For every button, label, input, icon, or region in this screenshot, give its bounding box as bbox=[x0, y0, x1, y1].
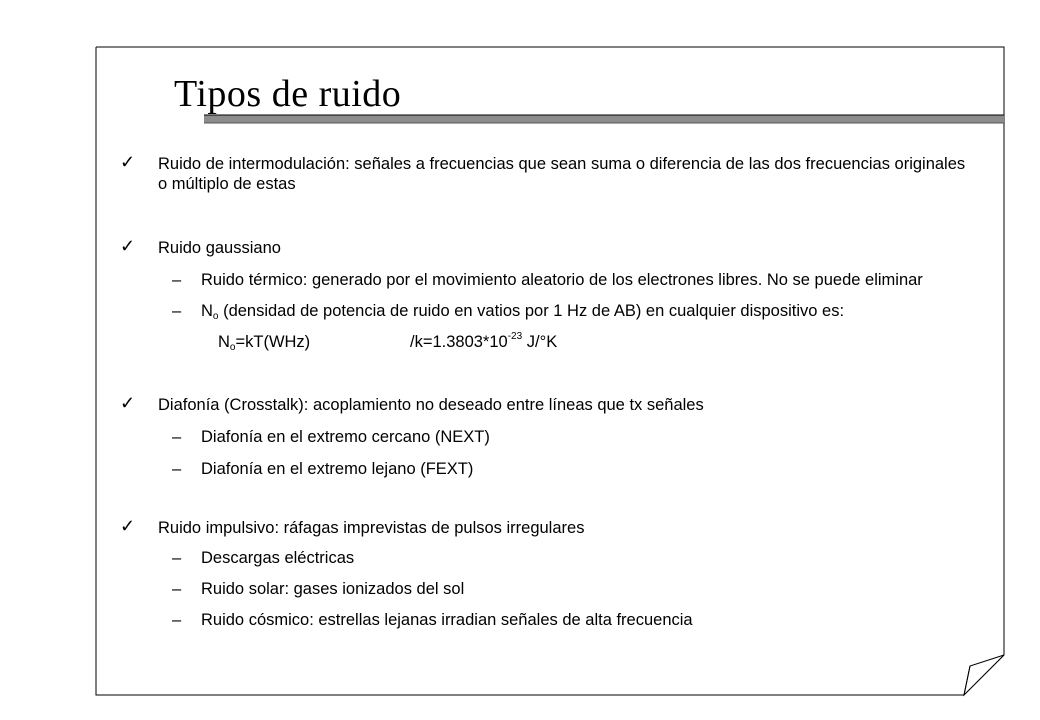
check-icon: ✓ bbox=[120, 516, 136, 536]
bullet-crosstalk: Diafonía (Crosstalk): acoplamiento no deseado entre líneas que tx señales bbox=[158, 396, 704, 414]
check-icon: ✓ bbox=[120, 236, 136, 256]
bullet-intermodulation: Ruido de intermodulación: señales a frecuencias que sean suma o diferencia de las dos frecuencias originales o múltiplo de estas bbox=[158, 155, 966, 193]
bullet-gaussian: Ruido gaussiano bbox=[158, 239, 281, 257]
formula-rhs bbox=[410, 332, 557, 352]
density-text: (densidad de potencia de ruido en vatios por 1 Hz de AB) en cualquier dispositivo es: bbox=[218, 302, 845, 320]
sub-cosmic-noise: Ruido cósmico: estrellas lejanas irradian señales de alta frecuencia bbox=[201, 611, 693, 629]
bullet-impulse: Ruido impulsivo: ráfagas imprevistas de pulsos irregulares bbox=[158, 519, 585, 537]
dash-marker: – bbox=[172, 271, 182, 289]
check-icon: ✓ bbox=[120, 393, 136, 413]
sub-solar-noise: Ruido solar: gases ionizados del sol bbox=[201, 580, 465, 598]
slide-title: Tipos de ruido bbox=[174, 73, 402, 115]
dash-marker: – bbox=[172, 428, 182, 446]
dash-marker: – bbox=[172, 302, 182, 320]
density-symbol: N bbox=[201, 302, 213, 320]
formula-exponent: -23 bbox=[507, 331, 523, 342]
sub-thermal-noise: Ruido térmico: generado por el movimiento aleatorio de los electrones libres. No se puede eliminar bbox=[201, 271, 923, 289]
sub-noise-density bbox=[201, 301, 991, 321]
formula-rhs-start: /k=1.3803*10 bbox=[410, 333, 508, 351]
sub-electric-discharges: Descargas eléctricas bbox=[201, 549, 355, 567]
density-subscript: o bbox=[212, 311, 219, 322]
check-icon: ✓ bbox=[120, 152, 136, 172]
dash-marker: – bbox=[172, 549, 182, 567]
formula-subscript: o bbox=[229, 342, 236, 353]
sub-fext: Diafonía en el extremo lejano (FEXT) bbox=[201, 460, 474, 478]
sub-next: Diafonía en el extremo cercano (NEXT) bbox=[201, 428, 490, 446]
formula-symbol: N bbox=[218, 333, 230, 351]
dash-marker: – bbox=[172, 460, 182, 478]
formula-lhs-rest: =kT(WHz) bbox=[235, 333, 311, 351]
formula-rhs-end: J/°K bbox=[522, 333, 558, 351]
formula-lhs bbox=[218, 332, 310, 352]
dash-marker: – bbox=[172, 611, 182, 629]
dash-marker: – bbox=[172, 580, 182, 598]
